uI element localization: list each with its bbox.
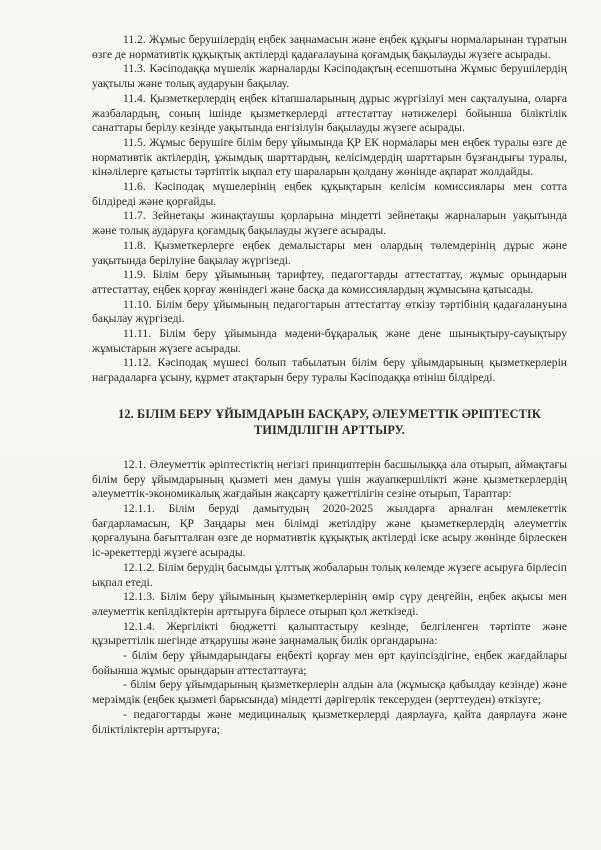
clause-11-2: 11.2. Жұмыс берушілердің еңбек заңнамасын және еңбек құқығы нормаларынан тұратын өзге де нормативтік құқықтық актілерді қадағалауына қоғамдық бақылауды жүзеге асырады. [92,33,567,61]
list-item-training: - педагогтарды және медициналық қызметкерлерді даярлауға, қайта даярлауға және біліктіліктерін арттыруға; [92,707,567,736]
section-12-heading [92,406,567,438]
clause-11-9: 11.9. Білім беру ұйымының тарифтеу, педагогтарды аттестаттау, жұмыс орындарын аттестаттау, еңбек қорғау жөніндегі және басқа да комиссиялардың жұмысына қатысады. [92,268,567,296]
section-title-line2: ТИІМДІЛІГІН АРТТЫРУ. [254,422,405,437]
list-item-medical-exam: - білім беру ұйымдарының қызметкерлерін алдын ала (жұмысқа қабылдау кезінде) және мерзімдік (еңбек қызметі барысында) міндетті дәрігерлік тексеруден (зерттеуден) өткізуге; [92,678,567,707]
document-body [92,33,567,737]
clause-11-3: 11.3. Кәсіподаққа мүшелік жарналарды Кәсіподақтың есепшотына Жұмыс берушілердің уақтылы және толық аударуын бақылау. [92,62,567,91]
section-title-line1: 12. БІЛІМ БЕРУ ҰЙЫМДАРЫН БАСҚАРУ, ӘЛЕУМЕТТІК ӘРІПТЕСТІК [118,406,541,421]
clause-11-6: 11.6. Кәсіподақ мүшелерінің еңбек құқықтарын келісім комиссиялары мен сотта білдіреді және қорғайды. [92,180,567,208]
clause-12-1-4: 12.1.4. Жергілікті бюджетті қалыптастыру кезінде, белгіленген тәртіпте және құзыреттілік шегінде атқарушы және заңнамалық билік органдарына: [92,619,567,648]
clause-11-5: 11.5. Жұмыс берушіге білім беру ұйымында ҚР ЕК нормалары мен еңбек туралы өзге де нормативтік актілердің, ұжымдық шарттардың, келісімдердің шарттарын бұзғандығы туралы, кінәлілерге қатысты тәртіптік ықпал ету шараларын қолдану жөнінде ақпарат жолдайды. [92,135,567,179]
clause-11-4: 11.4. Қызметкерлердің еңбек кітапшаларының дұрыс жүргізілуі мен сақталуына, оларға жазбалардың, соның ішінде қызметкерлерді аттестаттау нәтижелері бойынша біліктілік санаттары берілу кезінде уақытында енгізілуін бақылауды жүзеге асырады. [92,91,567,135]
clause-11-10: 11.10. Білім беру ұйымының педагогтарын аттестаттау өткізу тәртібінің қадағалануына бақылау жүргізеді. [92,297,567,326]
clause-11-8: 11.8. Қызметкерлерге еңбек демалыстары мен олардың төлемдерінің дұрыс және уақытында берілуіне бақылау жүргізеді. [92,238,567,267]
clause-12-1-1: 12.1.1. Білім беруді дамытудың 2020-2025 жылдарға арналған мемлекеттік бағдарламасын, ҚР Заңдары мен білімді жетілдіру және қызметкерлердің әлеуметтік қорғалуына бағытталған өзге де нормативтік құқықтық актілерді іске асыру жөнінде бірлескен іс-әрекеттерді жүзеге асырады. [92,501,567,560]
clause-12-1-3: 12.1.3. Білім беру ұйымының қызметкерлерінің өмір сүру деңгейін, еңбек ақысы мен әлеуметтік кепілдіктерін арттыруға бірлесе отырып қол жеткізеді. [92,590,567,618]
clause-11-11: 11.11. Білім беру ұйымында мәдени-бұқаралық және дене шынықтыру-сауықтыру жұмыстарын жүзеге асырады. [92,327,567,355]
list-item-labor-safety: - білім беру ұйымдарындағы еңбекті қорғау мен өрт қауіпсіздігіне, еңбек жағдайлары бойынша жұмыс орындарын аттестаттауға; [92,649,567,677]
clause-12-1-2: 12.1.2. Білім берудің басымды ұлттық жобаларын толық көлемде жүзеге асыруға бірлесіп ықпал етеді. [92,560,567,589]
clause-11-7: 11.7. Зейнетақы жинақтаушы қорларына міндетті зейнетақы жарналарын уақытында және толық аударуға қоғамдық бақылауды жүзеге асырады. [92,209,567,238]
clause-11-12: 11.12. Кәсіподақ мүшесі болып табылатын білім беру ұйымдарының қызметкерлерін наградаларға ұсыну, құрмет атақтарын беру туралы Кәсіподаққа өтініш білдіреді. [92,356,567,385]
clause-12-1: 12.1. Әлеуметтік әріптестіктің негізгі принциптерін басшылыққа ала отырып, аймақтағы білім беру ұйымдарының қызметі мен дамуы үшін жауапкершілікті және қызметкерлердің әлеуметтік-экономикалық жағдайын жақсарту қажеттілігін сезіне отырып, Тараптар: [92,457,567,501]
